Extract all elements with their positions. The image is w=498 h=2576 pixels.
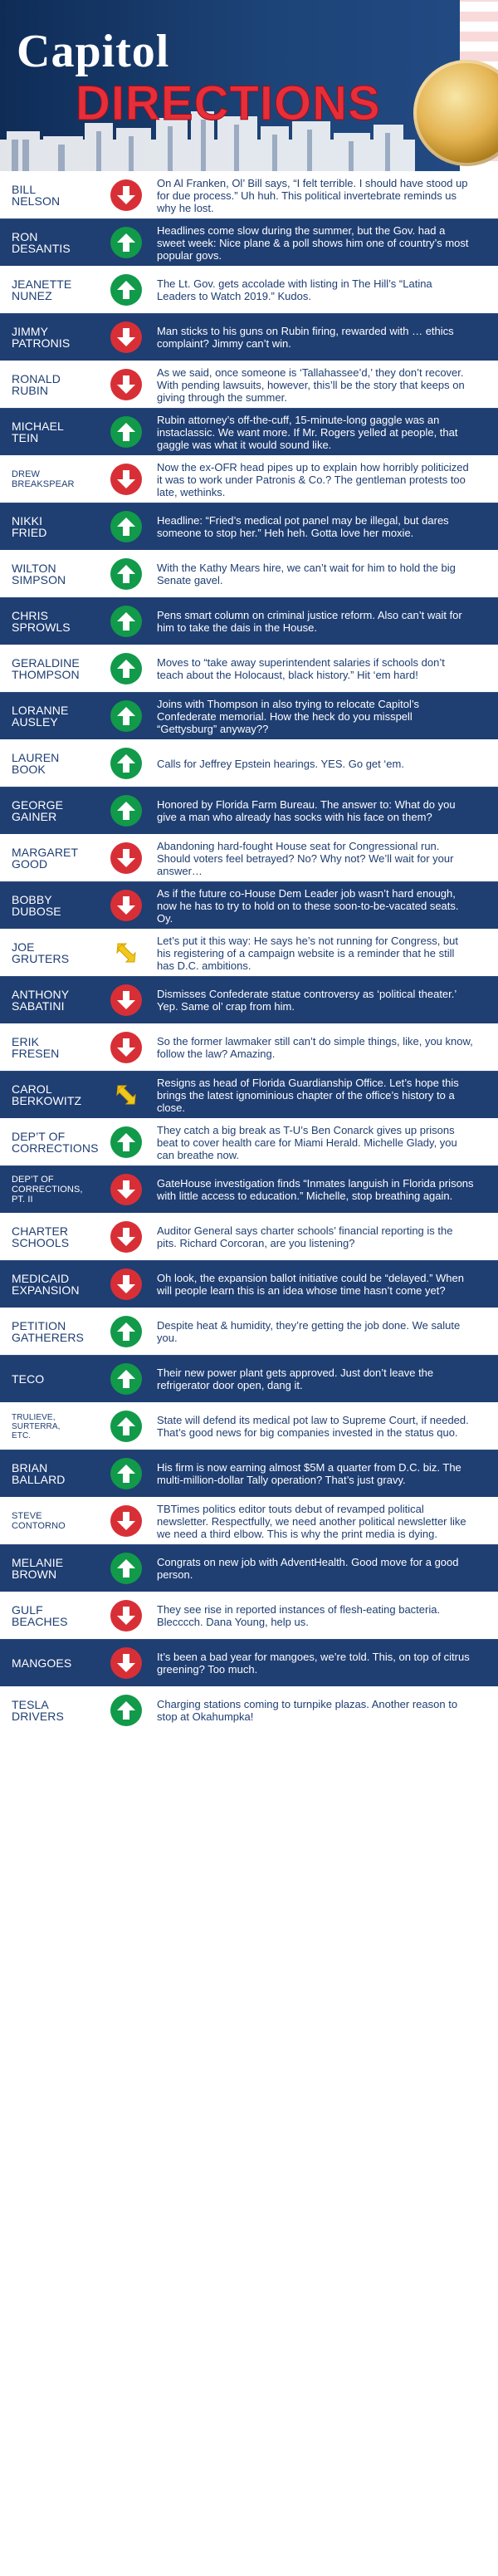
header bbox=[0, 0, 498, 171]
person-name: MARGARET GOOD bbox=[12, 846, 79, 871]
up-arrow-icon bbox=[110, 416, 142, 448]
item-description: With the Kathy Mears hire, we can’t wait for him to hold the big Senate gavel. bbox=[157, 562, 456, 586]
down-arrow-icon bbox=[110, 1032, 142, 1063]
item-description: They catch a big break as T-U’s Ben Conarck gives up prisons beat to cover health care for Miami Herald. Michelle Glady, you can breathe now. bbox=[157, 1123, 457, 1161]
down-arrow-icon bbox=[110, 1032, 142, 1063]
up-arrow-icon bbox=[110, 1126, 142, 1158]
item-description: Joins with Thompson in also trying to relocate Capitol’s Confederate memorial. How the heck do you misspell “Gettysburg” anyway?? bbox=[157, 697, 420, 735]
up-arrow-icon bbox=[110, 1553, 142, 1584]
up-arrow-icon bbox=[110, 274, 142, 306]
item-description: The Lt. Gov. gets accolade with listing in The Hill’s “Latina Leaders to Watch 2019.” Kudos. bbox=[157, 277, 432, 302]
person-name: DEP’T OF CORRECTIONS, PT. II bbox=[12, 1175, 83, 1205]
item-description: On Al Franken, Ol’ Bill says, “I felt terrible. I should have stood up for due process.” Uh huh. This political invertebrate reminds us why he lost. bbox=[157, 176, 468, 214]
person-name: GEORGE GAINER bbox=[12, 798, 64, 823]
up-arrow-icon bbox=[110, 1553, 142, 1584]
item-description: TBTimes politics editor touts debut of revamped political newsletter. Respectfully, we need another political newsletter like we need a third elbow. This is why the print media is dying. bbox=[157, 1502, 466, 1540]
item-description: Congrats on new job with AdventHealth. Good move for a good person. bbox=[157, 1556, 459, 1581]
list-item bbox=[0, 1118, 498, 1165]
person-name: MICHAEL TEIN bbox=[12, 420, 64, 444]
up-arrow-icon bbox=[110, 700, 142, 732]
person-name: TESLA DRIVERS bbox=[12, 1698, 64, 1723]
person-name: ANTHONY SABATINI bbox=[12, 988, 70, 1013]
down-arrow-icon bbox=[110, 1505, 142, 1537]
list-item bbox=[0, 313, 498, 361]
list-item bbox=[0, 361, 498, 408]
down-arrow-icon bbox=[110, 1600, 142, 1631]
item-description: Rubin attorney’s off-the-cuff, 15-minute-long gaggle was an instaclassic. We want more. If Mr. Rogers yelled at people, that gaggle was what it would sound like. bbox=[157, 413, 458, 451]
up-arrow-icon bbox=[110, 1695, 142, 1726]
down-arrow-icon bbox=[110, 1174, 142, 1205]
person-name: NIKKI FRIED bbox=[12, 514, 47, 539]
item-description: Oh look, the expansion ballot initiative could be “delayed.” When will people learn this is an idea whose time hasn’t come yet? bbox=[157, 1272, 464, 1297]
person-name: TRULIEVE, SURTERRA, ETC. bbox=[12, 1412, 61, 1440]
person-name: MELANIE BROWN bbox=[12, 1556, 64, 1581]
down-arrow-icon bbox=[110, 321, 142, 353]
up-arrow-icon bbox=[110, 511, 142, 542]
person-name: CHRIS SPROWLS bbox=[12, 609, 71, 634]
list-item bbox=[0, 171, 498, 218]
down-arrow-icon bbox=[110, 890, 142, 921]
person-name: MEDICAID EXPANSION bbox=[12, 1272, 80, 1297]
up-arrow-icon bbox=[110, 606, 142, 637]
up-arrow-icon bbox=[110, 416, 142, 448]
item-description: Dismisses Confederate statue controversy as ‘political theater.’ Yep. Same ol’ crap from him. bbox=[157, 988, 456, 1013]
item-description: State will defend its medical pot law to Supreme Court, if needed. That’s good news for big companies invested in the status quo. bbox=[157, 1414, 469, 1439]
person-name: JEANETTE NUNEZ bbox=[12, 277, 72, 302]
list-item bbox=[0, 1260, 498, 1308]
up-arrow-icon bbox=[110, 1316, 142, 1347]
up-arrow-icon bbox=[110, 795, 142, 827]
mixed-arrows-icon bbox=[110, 1079, 142, 1111]
list-item bbox=[0, 929, 498, 976]
down-arrow-icon bbox=[110, 1268, 142, 1300]
item-description: As if the future co-House Dem Leader job wasn’t hard enough, now he has to try to hold on to these soon-to-be-vacated seats. Oy. bbox=[157, 886, 459, 925]
mixed-arrows-icon bbox=[110, 937, 142, 969]
item-description: Man sticks to his guns on Rubin firing, rewarded with … ethics complaint? Jimmy can’t win. bbox=[157, 325, 454, 350]
up-arrow-icon bbox=[110, 1411, 142, 1442]
person-name: CAROL BERKOWITZ bbox=[12, 1082, 82, 1107]
up-arrow-icon bbox=[110, 1458, 142, 1489]
list-item bbox=[0, 550, 498, 597]
item-description: They see rise in reported instances of flesh-eating bacteria. Blecccch. Dana Young, help us. bbox=[157, 1603, 441, 1628]
mixed-arrows-icon bbox=[110, 937, 142, 969]
item-description: Pens smart column on criminal justice reform. Also can’t wait for him to take the dais in the House. bbox=[157, 609, 462, 634]
up-arrow-icon bbox=[110, 1695, 142, 1726]
list-item bbox=[0, 834, 498, 881]
items-list bbox=[0, 171, 498, 1734]
down-arrow-icon bbox=[110, 464, 142, 495]
down-arrow-icon bbox=[110, 369, 142, 400]
up-arrow-icon bbox=[110, 227, 142, 258]
item-description: Their new power plant gets approved. Just don’t leave the refrigerator door open, dang it. bbox=[157, 1367, 434, 1391]
person-name: JOE GRUTERS bbox=[12, 940, 70, 965]
down-arrow-icon bbox=[110, 321, 142, 353]
person-name: DREW BREAKSPEAR bbox=[12, 469, 75, 489]
list-item bbox=[0, 503, 498, 550]
list-item bbox=[0, 1165, 498, 1213]
person-name: MANGOES bbox=[12, 1656, 72, 1670]
list-item bbox=[0, 218, 498, 266]
title-top: Capitol bbox=[17, 26, 170, 77]
item-description: Moves to “take away superintendent salaries if schools don’t teach about the Holocaust, black history.” Hit ‘em hard! bbox=[157, 656, 445, 681]
mixed-arrows-icon bbox=[110, 1079, 142, 1111]
up-arrow-icon bbox=[110, 1363, 142, 1395]
list-item bbox=[0, 408, 498, 455]
list-item bbox=[0, 1497, 498, 1544]
down-arrow-icon bbox=[110, 842, 142, 874]
list-item bbox=[0, 1308, 498, 1355]
item-description: Let’s put it this way: He says he’s not running for Congress, but his registering of a campaign website is a reminder that he still has D.C. ambitions. bbox=[157, 934, 458, 972]
up-arrow-icon bbox=[110, 606, 142, 637]
list-item bbox=[0, 739, 498, 787]
up-arrow-icon bbox=[110, 700, 142, 732]
person-name: PETITION GATHERERS bbox=[12, 1319, 84, 1344]
up-arrow-icon bbox=[110, 748, 142, 779]
down-arrow-icon bbox=[110, 179, 142, 211]
title-bottom: DIRECTIONS bbox=[76, 76, 381, 130]
list-item bbox=[0, 1402, 498, 1450]
up-arrow-icon bbox=[110, 748, 142, 779]
person-name: BRIAN BALLARD bbox=[12, 1461, 66, 1486]
up-arrow-icon bbox=[110, 511, 142, 542]
person-name: DEP’T OF CORRECTIONS bbox=[12, 1130, 99, 1155]
person-name: BILL NELSON bbox=[12, 183, 61, 208]
list-item bbox=[0, 1639, 498, 1686]
list-item bbox=[0, 597, 498, 645]
person-name: LORANNE AUSLEY bbox=[12, 704, 69, 729]
list-item bbox=[0, 455, 498, 503]
item-description: Charging stations coming to turnpike plazas. Another reason to stop at Okahumpka! bbox=[157, 1698, 458, 1723]
title-block bbox=[13, 28, 453, 145]
list-item bbox=[0, 881, 498, 929]
up-arrow-icon bbox=[110, 227, 142, 258]
up-arrow-icon bbox=[110, 1316, 142, 1347]
list-item bbox=[0, 1023, 498, 1071]
down-arrow-icon bbox=[110, 984, 142, 1016]
item-description: It’s been a bad year for mangoes, we’re told. This, on top of citrus greening? Too much. bbox=[157, 1651, 470, 1676]
item-description: Headlines come slow during the summer, but the Gov. had a sweet week: Nice plane & a poll shows him one of country’s most popular govs. bbox=[157, 223, 469, 262]
list-item bbox=[0, 692, 498, 739]
item-description: His firm is now earning almost $5M a quarter from D.C. biz. The multi-million-dollar Tally operation? That’s just gravy. bbox=[157, 1461, 461, 1486]
item-description: Headline: “Fried’s medical pot panel may be illegal, but dares someone to stop her.” Heh heh. Gotta love her moxie. bbox=[157, 514, 449, 539]
down-arrow-icon bbox=[110, 179, 142, 211]
down-arrow-icon bbox=[110, 1174, 142, 1205]
list-item bbox=[0, 266, 498, 313]
down-arrow-icon bbox=[110, 1600, 142, 1631]
person-name: BOBBY DUBOSE bbox=[12, 893, 61, 918]
down-arrow-icon bbox=[110, 464, 142, 495]
person-name: RON DESANTIS bbox=[12, 230, 71, 255]
down-arrow-icon bbox=[110, 842, 142, 874]
person-name: RONALD RUBIN bbox=[12, 372, 61, 397]
person-name: GERALDINE THOMPSON bbox=[12, 656, 80, 681]
down-arrow-icon bbox=[110, 1505, 142, 1537]
down-arrow-icon bbox=[110, 369, 142, 400]
list-item bbox=[0, 1355, 498, 1402]
down-arrow-icon bbox=[110, 890, 142, 921]
item-description: GateHouse investigation finds “Inmates languish in Florida prisons with little access to education.” Michelle, stop breathing again. bbox=[157, 1177, 474, 1202]
list-item bbox=[0, 645, 498, 692]
up-arrow-icon bbox=[110, 795, 142, 827]
person-name: ERIK FRESEN bbox=[12, 1035, 60, 1060]
item-description: Calls for Jeffrey Epstein hearings. YES. Go get ‘em. bbox=[157, 757, 404, 770]
item-description: Honored by Florida Farm Bureau. The answer to: What do you give a man who already has socks with his face on them? bbox=[157, 798, 456, 823]
up-arrow-icon bbox=[110, 653, 142, 684]
up-arrow-icon bbox=[110, 558, 142, 590]
person-name: CHARTER SCHOOLS bbox=[12, 1224, 70, 1249]
person-name: JIMMY PATRONIS bbox=[12, 325, 71, 350]
down-arrow-icon bbox=[110, 1647, 142, 1679]
list-item bbox=[0, 976, 498, 1023]
up-arrow-icon bbox=[110, 1126, 142, 1158]
person-name: TECO bbox=[12, 1372, 45, 1386]
list-item bbox=[0, 1592, 498, 1639]
up-arrow-icon bbox=[110, 558, 142, 590]
list-item bbox=[0, 1450, 498, 1497]
item-description: Despite heat & humidity, they’re getting the job done. We salute you. bbox=[157, 1319, 461, 1344]
item-description: Auditor General says charter schools’ financial reporting is the pits. Richard Corcoran, are you listening? bbox=[157, 1224, 453, 1249]
list-item bbox=[0, 1071, 498, 1118]
item-description: Abandoning hard-fought House seat for Congressional run. Should voters feel betrayed? No? Why not? We’ll wait for your answer… bbox=[157, 839, 454, 877]
list-item bbox=[0, 1686, 498, 1734]
person-name: WILTON SIMPSON bbox=[12, 562, 66, 586]
up-arrow-icon bbox=[110, 1411, 142, 1442]
down-arrow-icon bbox=[110, 984, 142, 1016]
up-arrow-icon bbox=[110, 274, 142, 306]
up-arrow-icon bbox=[110, 653, 142, 684]
up-arrow-icon bbox=[110, 1363, 142, 1395]
item-description: Resigns as head of Florida Guardianship Office. Let’s hope this brings the latest ignominious chapter of the office’s history to a close. bbox=[157, 1076, 459, 1114]
item-description: As we said, once someone is ‘Tallahassee’d,’ they don’t recover. With pending lawsuits, however, this’ll be the story that keeps on giving through the summer. bbox=[157, 366, 465, 404]
down-arrow-icon bbox=[110, 1221, 142, 1253]
item-description: Now the ex-OFR head pipes up to explain how horribly politicized it was to work under Patronis & Co.? The gentleman protests too late, wethinks. bbox=[157, 460, 469, 498]
person-name: STEVE CONTORNO bbox=[12, 1511, 66, 1531]
person-name: LAUREN BOOK bbox=[12, 751, 60, 776]
up-arrow-icon bbox=[110, 1458, 142, 1489]
person-name: GULF BEACHES bbox=[12, 1603, 68, 1628]
list-item bbox=[0, 787, 498, 834]
list-item bbox=[0, 1544, 498, 1592]
down-arrow-icon bbox=[110, 1647, 142, 1679]
item-description: So the former lawmaker still can’t do simple things, like, you know, follow the law? Amazing. bbox=[157, 1035, 473, 1060]
list-item bbox=[0, 1213, 498, 1260]
down-arrow-icon bbox=[110, 1221, 142, 1253]
down-arrow-icon bbox=[110, 1268, 142, 1300]
